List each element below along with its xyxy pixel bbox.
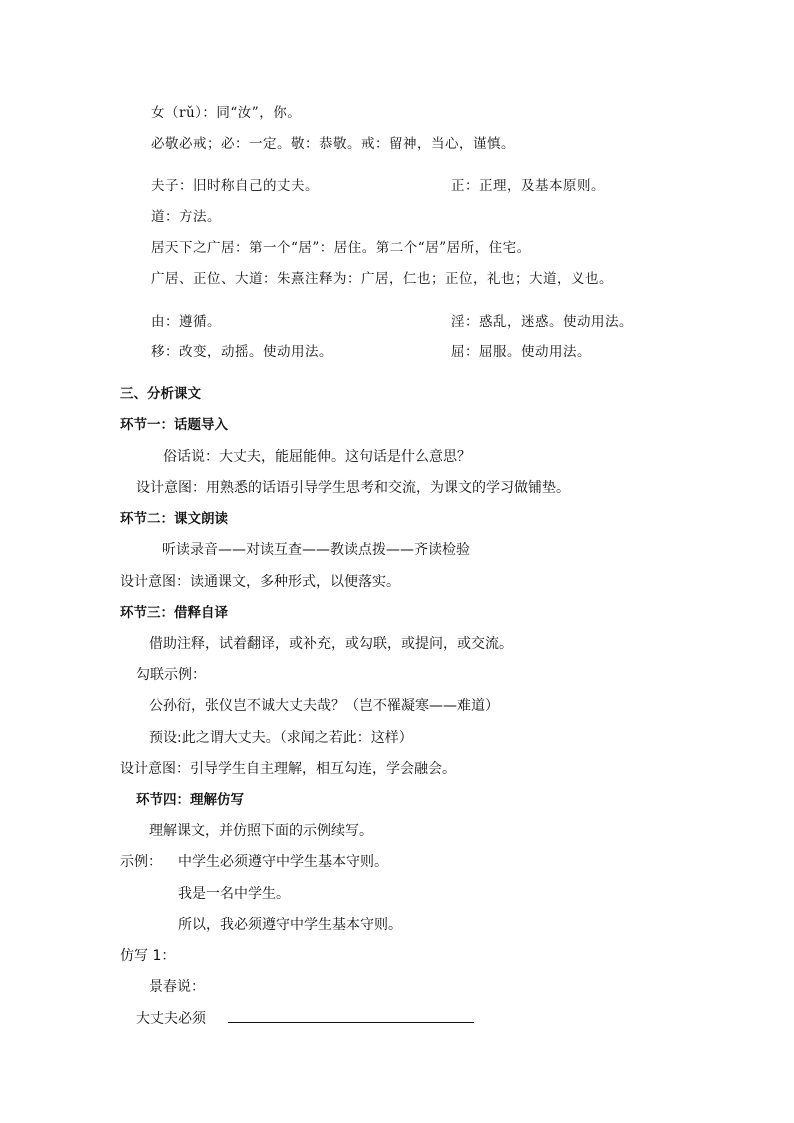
glossary-line-qu: 屈：屈服。使动用法。: [451, 344, 591, 360]
step3-example-1: 公孙衍，张仪岂不诚大丈夫哉？（岂不罹凝寒——难道）: [149, 698, 499, 714]
section-title: 三、分析课文: [120, 386, 201, 402]
step4-text: 理解课文，并仿照下面的示例续写。: [149, 823, 373, 839]
glossary-line-bijing: 必敬必戒；必：一定。敬：恭敬。戒：留神，当心，谨慎。: [151, 136, 515, 152]
step4-imitation-1: 景春说：: [149, 979, 205, 995]
step4-imitation-2: 大丈夫必须: [136, 1011, 206, 1027]
glossary-line-you: 由：遵循。: [151, 314, 221, 330]
step4-example-3: 所以，我必须遵守中学生基本守则。: [178, 917, 402, 933]
fill-in-blank-line[interactable]: [228, 1022, 474, 1023]
glossary-line-ju: 居天下之广居：第一个“居”：居住。第二个“居”居所，住宅。: [151, 240, 531, 256]
step4-title: 环节四：理解仿写: [136, 792, 244, 808]
glossary-line-zheng: 正：正理，及基本原则。: [451, 178, 605, 194]
glossary-line-fuzi: 夫子：旧时称自己的丈夫。: [151, 178, 319, 194]
glossary-line-guangju: 广居、正位、大道：朱熹注释为：广居，仁也；正位，礼也；大道，义也。: [151, 271, 613, 287]
step3-example-2: 预设:此之谓大丈夫。（求闻之若此：这样）: [149, 730, 413, 746]
glossary-line-ru: 女（rǔ）：同“汝”，你。: [151, 105, 302, 121]
step4-example-2: 我是一名中学生。: [178, 886, 290, 902]
step2-intent: 设计意图：读通课文，多种形式，以便落实。: [120, 574, 400, 590]
step4-example-1: 中学生必须遵守中学生基本守则。: [178, 854, 388, 870]
step3-text: 借助注释，试着翻译，或补充，或勾联，或提问，或交流。: [149, 636, 513, 652]
step1-title: 环节一：话题导入: [120, 417, 228, 433]
glossary-line-dao: 道：方法。: [151, 209, 221, 225]
step2-title: 环节二：课文朗读: [120, 511, 228, 527]
step4-imitation-label: 仿写 1：: [120, 948, 176, 964]
step2-text: 听读录音——对读互查——教读点拨——齐读检验: [162, 542, 470, 558]
glossary-line-yin: 淫：惑乱，迷惑。使动用法。: [451, 314, 633, 330]
glossary-line-yi: 移：改变，动摇。使动用法。: [151, 344, 333, 360]
step3-example-label: 勾联示例：: [136, 667, 206, 683]
step4-example-label: 示例：: [120, 854, 162, 870]
step3-intent: 设计意图：引导学生自主理解，相互勾连，学会融会。: [120, 761, 456, 777]
step1-intent: 设计意图：用熟悉的话语引导学生思考和交流，为课文的学习做铺垫。: [136, 480, 570, 496]
step3-title: 环节三：借释自译: [120, 605, 228, 621]
step1-text: 俗话说：大丈夫，能屈能伸。这句话是什么意思？: [163, 449, 471, 465]
